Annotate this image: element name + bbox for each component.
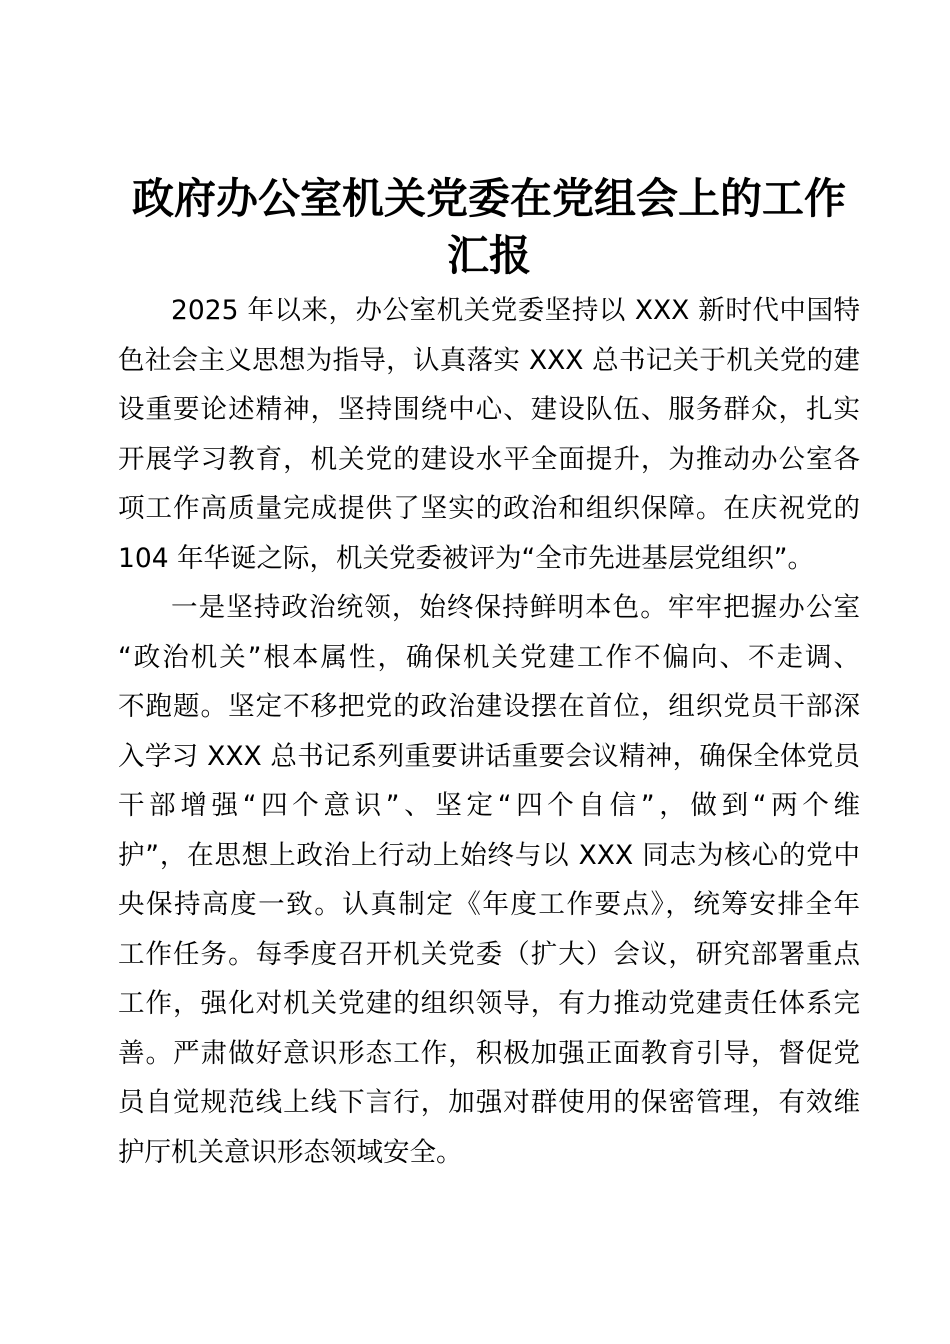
text-line: 工作，强化对机关党建的组织领导，有力推动党建责任体系完 bbox=[118, 988, 860, 1019]
text-line: 工作任务。每季度召开机关党委（扩大）会议，研究部署重点 bbox=[118, 938, 860, 970]
title-line: 政府办公室机关党委在党组会上的工作 bbox=[131, 177, 846, 223]
document-body bbox=[118, 286, 860, 1177]
text-line: 设重要论述精神，坚持围绕中心、建设队伍、服务群众，扎实 bbox=[118, 394, 860, 425]
paragraph bbox=[118, 583, 860, 1177]
text-line: 护厅机关意识形态领域安全。 bbox=[118, 1136, 463, 1168]
text-line: 护”，在思想上政治上行动上始终与以 XXX 同志为核心的党中 bbox=[118, 839, 860, 871]
title-line: 汇报 bbox=[446, 234, 531, 280]
paragraph bbox=[118, 286, 860, 583]
text-line: 不跑题。坚定不移把党的政治建设摆在首位，组织党员干部深 bbox=[118, 691, 860, 722]
text-line: 开展学习教育，机关党的建设水平全面提升，为推动办公室各 bbox=[118, 443, 860, 475]
text-line: 善。严肃做好意识形态工作，积极加强正面教育引导，督促党 bbox=[118, 1037, 860, 1069]
text-line: 2025 年以来，办公室机关党委坚持以 XXX 新时代中国特 bbox=[171, 295, 860, 326]
text-line: 色社会主义思想为指导，认真落实 XXX 总书记关于机关党的建 bbox=[118, 344, 860, 376]
text-line: 项工作高质量完成提供了坚实的政治和组织保障。在庆祝党的 bbox=[118, 493, 860, 524]
text-line: 干部增强“四个意识”、坚定“四个自信”，做到“两个维 bbox=[118, 790, 860, 821]
text-line: 央保持高度一致。认真制定《年度工作要点》，统筹安排全年 bbox=[118, 889, 860, 920]
text-line: 员自觉规范线上线下言行，加强对群使用的保密管理，有效维 bbox=[118, 1087, 860, 1118]
text-line: 入学习 XXX 总书记系列重要讲话重要会议精神，确保全体党员 bbox=[118, 740, 860, 772]
document-title bbox=[118, 172, 860, 286]
text-line: 一是坚持政治统领，始终保持鲜明本色。牢牢把握办公室 bbox=[171, 592, 860, 623]
text-line: “政治机关”根本属性，确保机关党建工作不偏向、不走调、 bbox=[118, 641, 860, 673]
text-line: 104 年华诞之际，机关党委被评为“全市先进基层党组织”。 bbox=[118, 542, 814, 574]
